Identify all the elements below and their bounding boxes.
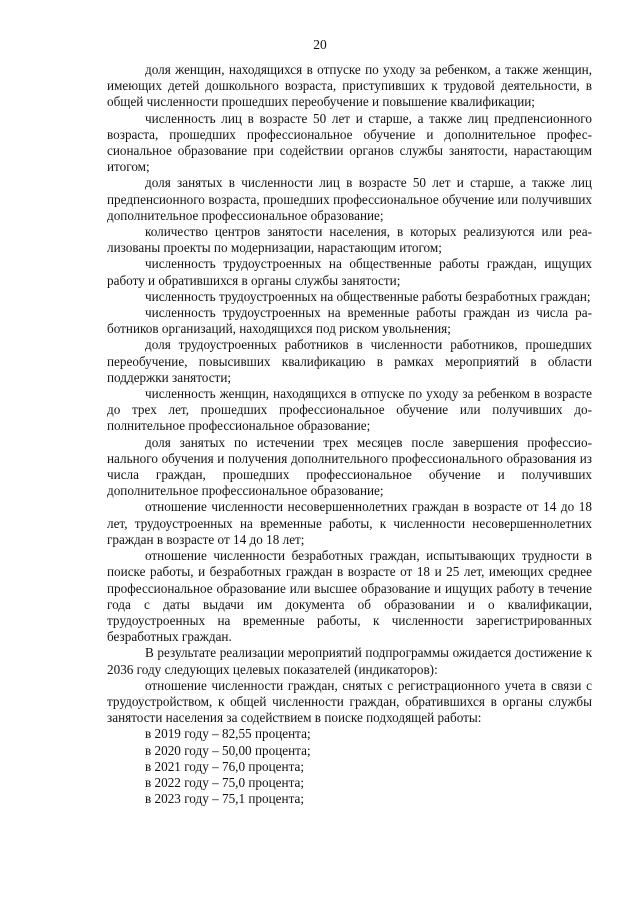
list-item: в 2021 году – 76,0 процента; [145, 758, 305, 774]
paragraph: доля занятых по истечении трех месяцев после завершения профессионального обучения и получения дополнительного профессионального образования из числа граждан, прошедших профессиональное обучение и получивших дополнительное профессиональное образование; [107, 434, 592, 499]
paragraph: доля занятых в численности лиц в возрасте 50 лет и старше, а также лиц предпенсионного возраста, прошедших профессиональное обучение или получивших дополнительное профессиональное образование; [107, 175, 592, 223]
list-item: в 2019 году – 82,55 процента; [145, 726, 311, 742]
paragraph: численность трудоустроенных на общественные работы граждан, ищущих работу и обратившихся в органы службы занятости; [107, 256, 592, 288]
paragraph: доля женщин, находящихся в отпуске по уходу за ребенком, а также женщин, имеющих детей дошкольного возраста, приступивших к трудовой деятельности, в общей численности прошедших переобучение и повышение квалификации; [107, 62, 592, 110]
paragraph: отношение численности граждан, снятых с регистрационного учета в связи с трудоустройством, к общей численности граждан, обратившихся в органы службы занятости населения за содействием в поиске подходящей работы: [107, 677, 592, 726]
paragraph: численность лиц в возрасте 50 лет и старше, а также лиц предпенсионного возраста, прошедших профессиональное обучение и дополнительное профессиональное образование при содействии органов службы занятости, нарастающим итогом; [107, 110, 592, 175]
paragraph: численность трудоустроенных на общественные работы безработных граждан; [145, 288, 591, 304]
paragraph: доля трудоустроенных работников в численности работников, прошедших переобучение, повысивших квалификацию в рамках мероприятий в области поддержки занятости; [107, 337, 592, 385]
document-body [107, 62, 592, 807]
paragraph: отношение численности несовершеннолетних граждан в возрасте от 14 до 18 лет, трудоустроенных на временные работы, к численности несовершеннолетних граждан в возрасте от 14 до 18 лет; [107, 499, 592, 547]
paragraph: численность женщин, находящихся в отпуске по уходу за ребенком в возрасте до трех лет, прошедших профессиональное обучение или получивших дополнительное профессиональное образование; [107, 386, 592, 434]
paragraph: количество центров занятости населения, в которых реализуются или реализованы проекты по модернизации, нарастающим итогом; [107, 224, 592, 256]
paragraph: В результате реализации мероприятий подпрограммы ожидается достижение к 2036 году следующих целевых показателей (индикаторов): [107, 645, 592, 677]
list-item: в 2023 году – 75,1 процента; [145, 791, 305, 807]
list-item: в 2022 году – 75,0 процента; [145, 774, 305, 790]
page-number: 20 [313, 37, 327, 52]
list-item: в 2020 году – 50,00 процента; [145, 742, 311, 758]
paragraph: отношение численности безработных граждан, испытывающих трудности в поиске работы, и безработных граждан в возрасте от 18 и 25 лет, имеющих среднее профессиональное образование или высшее образование и ищущих работу в течение года с даты выдачи им документа об образовании и о квалификации, трудоустроенных на временные работы, к численности зарегистрированных безработных граждан. [107, 548, 592, 645]
paragraph: численность трудоустроенных на временные работы граждан из числа работников организаций, находящихся под риском увольнения; [107, 305, 592, 337]
